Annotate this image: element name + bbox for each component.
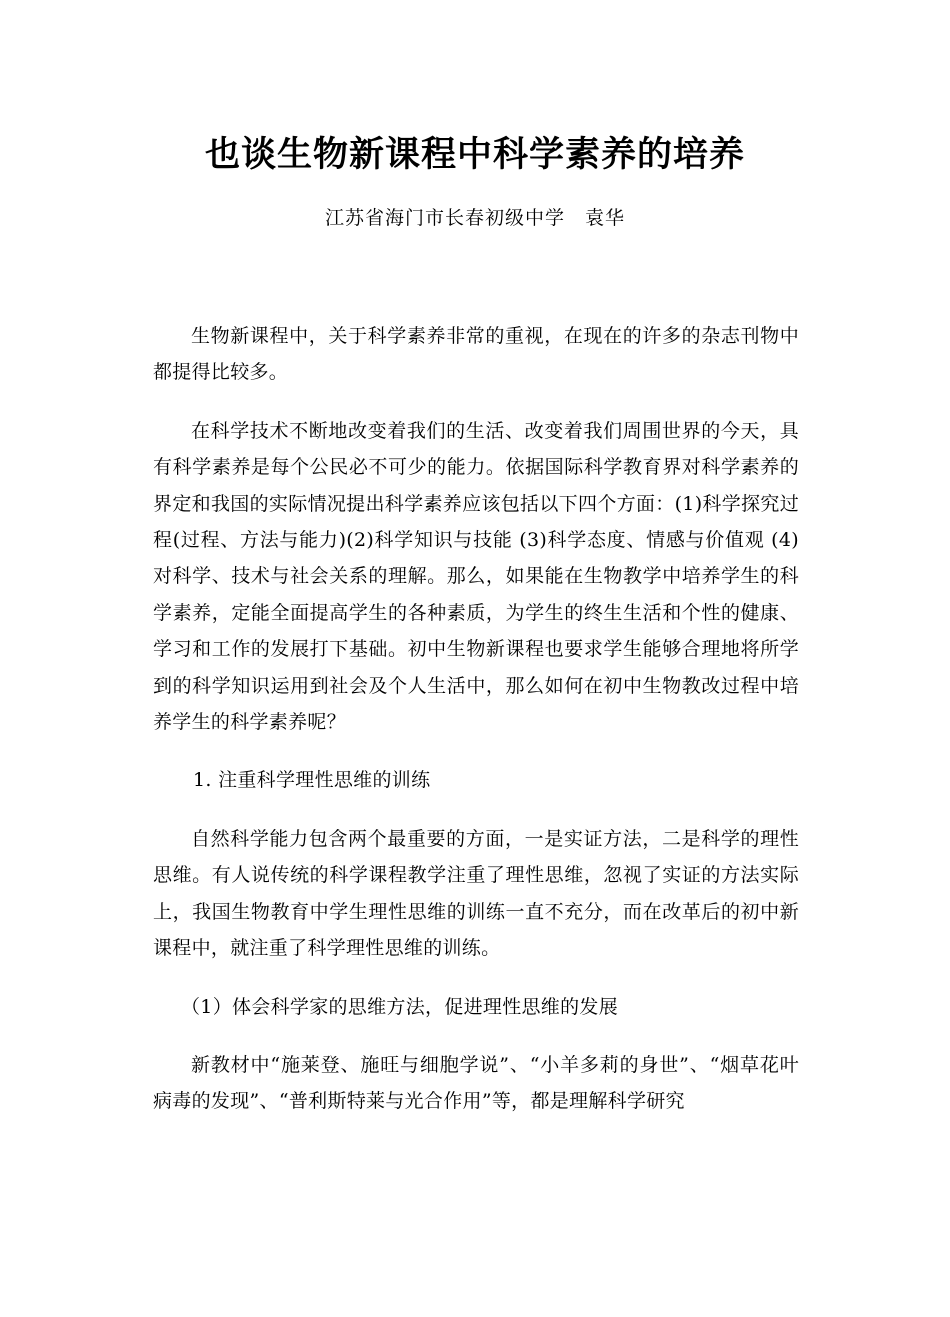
paragraph-science-literacy: 在科学技术不断地改变着我们的生活、改变着我们周围世界的今天，具有科学素养是每个公民必不可少的能力。依据国际科学教育界对科学素养的界定和我国的实际情况提出科学素养应该包括以下四个方面：(1)科学探究过程(过程、方法与能力)(2)科学知识与技能 (3)科学态度、情感与价值观 (4)对科学、技术与社会关系的理解。那么，如果能在生物教学中培养学生的科学素养，定能全面提高学生的各种素质，为学生的终生生活和个性的健康、学习和工作的发展打下基础。初中生物新课程也要求学生能够合理地将所学到的科学知识运用到社会及个人生活中，那么如何在初中生物教改过程中培养学生的科学素养呢？: [153, 419, 799, 734]
paragraph-rational-thinking: 自然科学能力包含两个最重要的方面，一是实证方法，二是科学的理性思维。有人说传统的科学课程教学注重了理性思维，忽视了实证的方法实际上，我国生物教育中学生理性思维的训练一直不充分，而在改革后的初中新课程中，就注重了科学理性思维的训练。: [153, 827, 799, 960]
paragraph-intro: 生物新课程中，关于科学素养非常的重视，在现在的许多的杂志刊物中都提得比较多。: [153, 325, 799, 384]
document-author: 江苏省海门市长春初级中学 袁华: [324, 207, 625, 229]
subsection-heading: （1）体会科学家的思维方法，促进理性思维的发展: [181, 995, 618, 1018]
paragraph-textbook-examples: 新教材中“施莱登、施旺与细胞学说”、“小羊多莉的身世”、“烟草花叶病毒的发现”、“普利斯特莱与光合作用”等，都是理解科学研究: [153, 1053, 799, 1113]
document-body: [153, 318, 799, 1120]
section-heading: 1. 注重科学理性思维的训练: [193, 769, 431, 792]
document-title: 也谈生物新课程中科学素养的培养: [204, 135, 745, 175]
